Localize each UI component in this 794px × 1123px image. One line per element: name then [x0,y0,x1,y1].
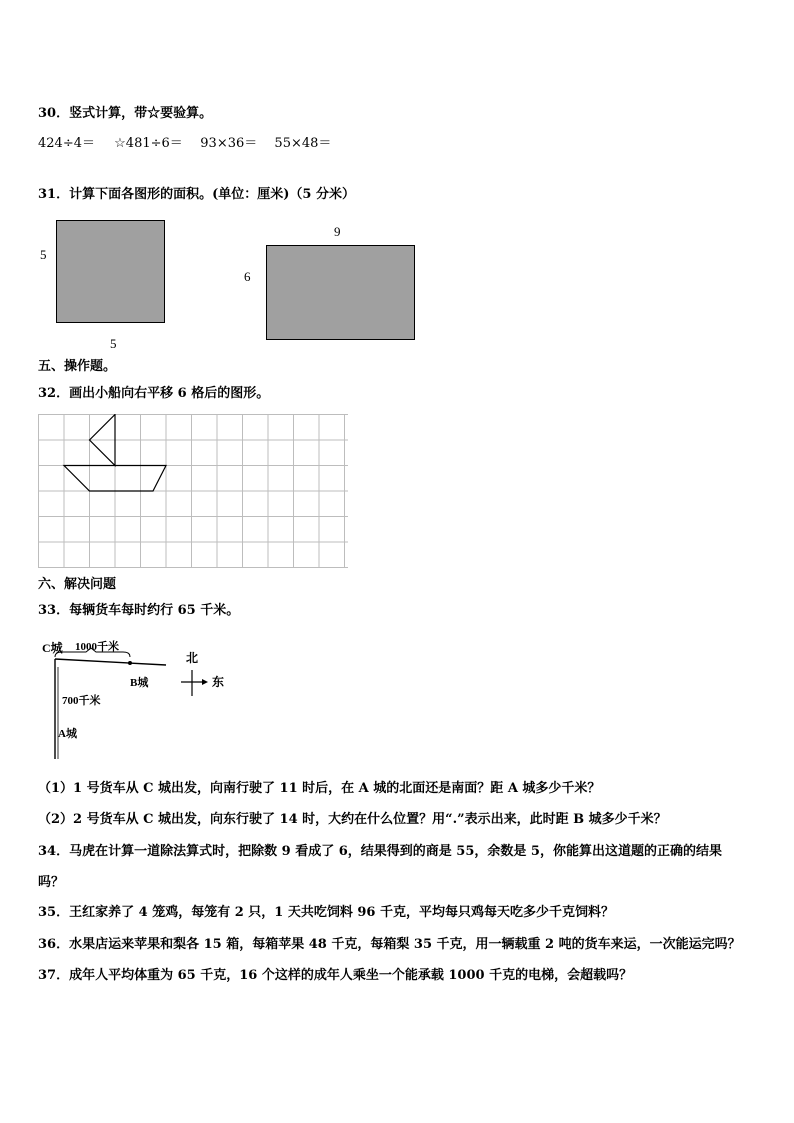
q35-text: 35．王红家养了 4 笼鸡，每笼有 2 只，1 天共吃饲料 96 千克，平均每只鸡每天吃多少千克饲料？ [38,905,614,920]
city-map [38,634,238,764]
boat-grid [38,414,350,570]
calc-item-3: 93×36＝ [200,136,258,151]
q37-text: 37．成年人平均体重为 65 千克，16 个这样的成年人乘坐一个能承载 1000 千克的电梯，会超载吗？ [38,968,633,983]
square-bottom-label: 5 [110,336,117,351]
distance-ca-label: 700千米 [62,695,101,707]
section-5-heading: 五、操作题。 [38,359,117,374]
rect-length-label: 9 [334,224,341,239]
rect-width-label: 6 [244,269,251,284]
q33-sub1: （1）1 号货车从 C 城出发，向南行驶了 11 时后，在 A 城的北面还是南面？距 A 城多少千米？ [38,781,601,796]
calc-item-2: ☆481÷6＝ [114,136,183,151]
east-arrow-icon [202,679,208,685]
north-label: 北 [186,651,199,665]
b-city-label: B城 [130,677,149,689]
grid-lines [39,414,349,568]
section-6-heading: 六、解决问题 [38,577,117,592]
calc-item-1: 424÷4＝ [38,136,95,151]
rectangle-figure [266,245,415,340]
b-city-point [128,661,132,665]
q34-line1: 34．马虎在计算一道除法算式时，把除数 9 看成了 6，结果得到的商是 55，余数是 5，你能算出这道题的正确的结果 [38,844,722,859]
q34-line2: 吗？ [38,875,65,890]
c-city-label: C城 [42,641,63,655]
q31-title: 31．计算下面各图形的面积。(单位：厘米)（5 分米） [38,187,355,202]
east-road [55,659,166,665]
q30-title: 30．竖式计算，带☆要验算。 [38,106,213,121]
q32-title: 32．画出小船向右平移 6 格后的图形。 [38,386,270,401]
east-label: 东 [212,675,225,689]
q33-title: 33．每辆货车每时约行 65 千米。 [38,603,240,618]
calc-item-4: 55×48＝ [274,136,332,151]
q30-calc-row [38,136,354,152]
distance-cb-label: 1000千米 [75,641,119,653]
q33-sub2: （2）2 号货车从 C 城出发，向东行驶了 14 时，大约在什么位置？用“.”表示出来，此时距 B 城多少千米？ [38,812,667,827]
q36-text: 36．水果店运来苹果和梨各 15 箱，每箱苹果 48 千克，每箱梨 35 千克，用一辆载重 2 吨的货车来运，一次能运完吗？ [38,937,741,952]
square-figure [56,220,165,323]
a-city-label: A城 [58,728,77,740]
square-side-label: 5 [40,247,47,262]
